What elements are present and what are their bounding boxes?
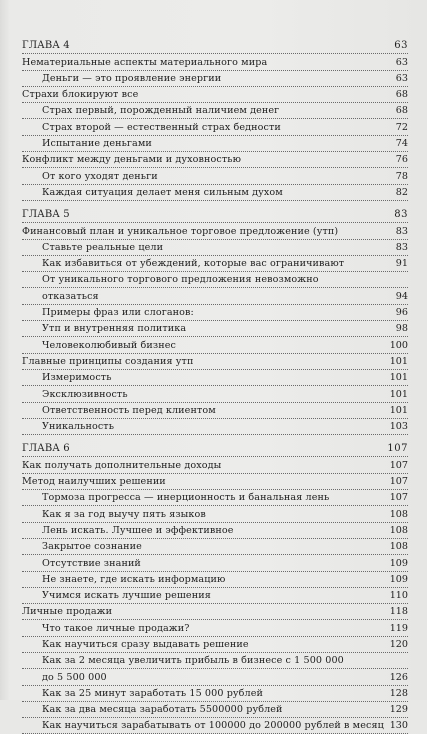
toc-entry — [22, 572, 408, 588]
toc-entry — [22, 523, 408, 539]
toc-entry-label: Что такое личные продажи? — [42, 622, 190, 634]
toc-page-number: 119 — [389, 622, 408, 634]
toc-entry-label: Тормоза прогресса — инерционность и банальная лень — [42, 492, 330, 504]
toc-entry-label: до 5 500 000 — [42, 671, 107, 683]
toc-entry-line — [22, 653, 408, 669]
toc-page-number: 83 — [395, 225, 408, 237]
toc-page-number: 82 — [395, 186, 408, 198]
toc-page-number: 128 — [389, 687, 408, 699]
toc-entry-label: отказаться — [42, 290, 99, 302]
toc-entry-label: Уникальность — [42, 421, 115, 433]
toc-page-number: 101 — [389, 372, 408, 384]
toc-entry — [22, 669, 408, 685]
toc-page-number: 103 — [389, 421, 408, 433]
toc-entry-label: Утп и внутренняя политика — [42, 323, 187, 335]
toc-page-number: 108 — [389, 508, 408, 520]
toc-page-number: 94 — [395, 290, 408, 302]
toc-entry — [22, 321, 408, 337]
toc-entry-label: Личные продажи — [22, 606, 113, 618]
toc-page-number: 107 — [389, 476, 408, 488]
toc-entry — [22, 555, 408, 571]
toc-entry-label: Нематериальные аспекты материального мира — [22, 56, 268, 68]
toc-entry-label: Каждая ситуация делает меня сильным духом — [42, 186, 283, 198]
toc-entry-label: Как я за год выучу пять языков — [42, 508, 206, 520]
toc-entry-label: Испытание деньгами — [42, 138, 152, 150]
toc-page-number: 100 — [389, 339, 408, 351]
toc-entry-label: Измеримость — [42, 372, 112, 384]
toc-entry-label: Ответственность перед клиентом — [42, 404, 216, 416]
toc-entry-label: Человеколюбивый бизнес — [42, 339, 176, 351]
toc-entry — [22, 240, 408, 256]
toc-entry-label: Как научиться зарабатывать от 100000 до 200000 рублей в месяц — [42, 720, 384, 732]
toc-entry — [22, 288, 408, 304]
toc-page-number: 101 — [389, 404, 408, 416]
toc-entry-label: Как избавиться от убеждений, которые вас ограничивают — [42, 258, 345, 270]
toc-entry — [22, 223, 408, 239]
toc-page-number: 107 — [387, 443, 408, 455]
toc-entry-label: Закрытое сознание — [42, 541, 142, 553]
toc-page-number: 72 — [395, 121, 408, 133]
toc-page-number: 108 — [389, 541, 408, 553]
toc-entry — [22, 474, 408, 490]
toc-page-number: 110 — [389, 590, 408, 602]
toc-entry — [22, 337, 408, 353]
toc-entry-label: От уникального торгового предложения невозможно — [42, 274, 319, 286]
toc-entry-label: ГЛАВА 4 — [22, 40, 70, 52]
toc-page-number: 78 — [395, 170, 408, 182]
toc-entry — [22, 305, 408, 321]
toc-entry — [22, 702, 408, 718]
toc-page-number: 120 — [389, 638, 408, 650]
toc-entry — [22, 506, 408, 522]
toc-entry-label: Не знаете, где искать информацию — [42, 573, 226, 585]
toc-page-number: 63 — [394, 40, 408, 52]
toc-entry — [22, 539, 408, 555]
toc-entry-line — [22, 272, 408, 288]
toc-entry-label: Лень искать. Лучшее и эффективное — [42, 524, 234, 536]
toc-entry-label: Как за два месяца заработать 5500000 рублей — [42, 704, 283, 716]
toc-entry-label: Метод наилучших решении — [22, 476, 166, 488]
toc-entry-label: Как получать дополнительные доходы — [22, 459, 222, 471]
toc-page-number: 101 — [389, 388, 408, 400]
toc-entry — [22, 588, 408, 604]
toc-entry — [22, 637, 408, 653]
toc-page-number: 68 — [395, 89, 408, 101]
toc-entry-label: ГЛАВА 5 — [22, 209, 70, 221]
toc-entry — [22, 370, 408, 386]
toc-entry-label: Конфликт между деньгами и духовностью — [22, 154, 242, 166]
toc-page-number: 126 — [389, 671, 408, 683]
toc-entry — [22, 168, 408, 184]
toc-entry-label: Отсутствие знаний — [42, 557, 141, 569]
toc-page-number: 107 — [389, 459, 408, 471]
toc-entry — [22, 54, 408, 70]
toc-entry-label: Как за 25 минут заработать 15 000 рублей — [42, 687, 264, 699]
toc-page-number: 109 — [389, 557, 408, 569]
toc-entry — [22, 256, 408, 272]
chapter-heading — [22, 38, 408, 54]
toc-entry — [22, 354, 408, 370]
toc-entry — [22, 119, 408, 135]
toc-page-number: 83 — [395, 241, 408, 253]
toc-page-number: 118 — [389, 606, 408, 618]
toc-entry — [22, 686, 408, 702]
toc-entry — [22, 419, 408, 435]
toc-entry-label: Эксклюзивность — [42, 388, 128, 400]
toc-entry — [22, 152, 408, 168]
toc-page-number: 63 — [395, 56, 408, 68]
toc-page-number: 107 — [389, 492, 408, 504]
toc-entry — [22, 403, 408, 419]
toc-page-number: 130 — [389, 720, 408, 732]
toc-entry-label: Деньги — это проявление энергии — [42, 72, 222, 84]
chapter-heading — [22, 207, 408, 223]
toc-entry — [22, 185, 408, 201]
toc-entry — [22, 87, 408, 103]
toc-entry-label: Страх второй — естественный страх бедности — [42, 121, 281, 133]
toc-entry-label: Ставьте реальные цели — [42, 241, 164, 253]
toc-entry-label: От кого уходят деньги — [42, 170, 158, 182]
toc-page-number: 96 — [395, 307, 408, 319]
toc-entry — [22, 386, 408, 402]
toc-page-number: 109 — [389, 573, 408, 585]
chapter-heading — [22, 441, 408, 457]
toc-entry-label: Как за 2 месяца увеличить прибыль в бизнесе с 1 500 000 — [42, 655, 344, 667]
toc-page-number: 83 — [394, 209, 408, 221]
toc-entry-label: Страх первый, порожденный наличием денег — [42, 105, 280, 117]
toc-page-number: 129 — [389, 704, 408, 716]
toc-page-number: 101 — [389, 355, 408, 367]
toc-entry-label: Примеры фраз или слоганов: — [42, 307, 194, 319]
toc-entry — [22, 490, 408, 506]
toc-entry — [22, 604, 408, 620]
toc-page-number: 76 — [395, 154, 408, 166]
toc-entry — [22, 457, 408, 473]
toc-entry — [22, 71, 408, 87]
toc-entry-label: Страхи блокируют все — [22, 89, 139, 101]
toc-page-number: 108 — [389, 524, 408, 536]
toc-page-number: 74 — [395, 138, 408, 150]
toc-page-number: 68 — [395, 105, 408, 117]
toc-page-number: 98 — [395, 323, 408, 335]
toc-entry-label: Учимся искать лучшие решения — [42, 590, 211, 602]
toc-page-number: 63 — [395, 72, 408, 84]
toc-entry — [22, 136, 408, 152]
toc-entry-label: Как научиться сразу выдавать решение — [42, 638, 249, 650]
table-of-contents — [22, 38, 408, 734]
toc-entry — [22, 103, 408, 119]
toc-entry-label: ГЛАВА 6 — [22, 443, 70, 455]
toc-entry-label: Главные принципы создания утп — [22, 355, 194, 367]
toc-entry — [22, 718, 408, 734]
toc-entry-label: Финансовый план и уникальное торговое предложение (утп) — [22, 225, 339, 237]
toc-page-number: 91 — [395, 258, 408, 270]
toc-entry — [22, 620, 408, 636]
